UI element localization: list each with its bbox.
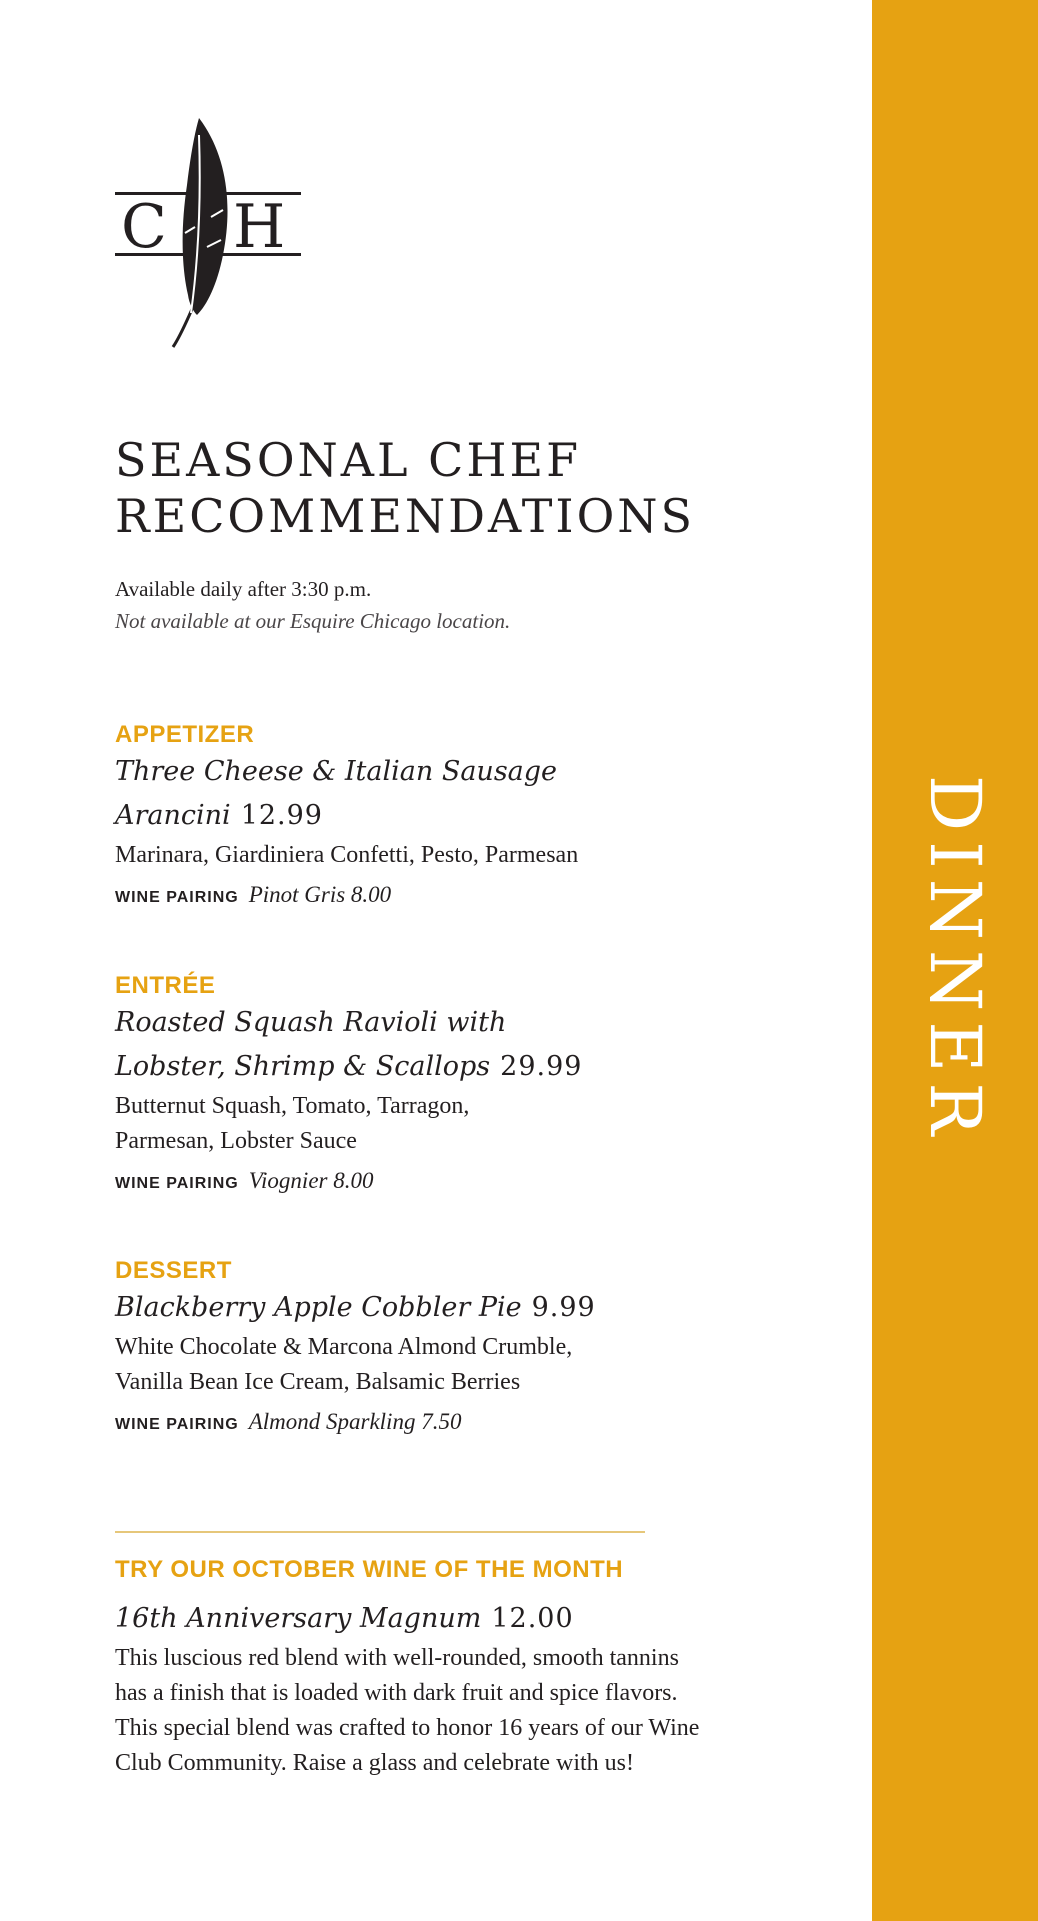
dish-name-appetizer bbox=[115, 750, 675, 838]
wine-pairing-label: WINE PAIRING bbox=[115, 1416, 239, 1433]
dessert-section bbox=[115, 1256, 675, 1447]
wine-of-month-section bbox=[115, 1555, 815, 1781]
section-label-appetizer: APPETIZER bbox=[115, 721, 255, 748]
wine-pairing-wine: Pinot Gris 8.00 bbox=[248, 882, 392, 907]
wine-name: 16th Anniversary Magnum bbox=[115, 1603, 482, 1634]
availability-text: Available daily after 3:30 p.m. bbox=[115, 577, 372, 601]
dish-price: 12.99 bbox=[240, 800, 323, 831]
wine-description-line1: This luscious red blend with well-rounded, smooth tannins bbox=[115, 1645, 679, 1671]
logo-letter-h: H bbox=[233, 192, 286, 262]
section-divider bbox=[115, 1531, 645, 1533]
page-title-line1: SEASONAL CHEF bbox=[115, 433, 581, 487]
logo-letter-c: C bbox=[121, 192, 167, 262]
dish-description bbox=[115, 1089, 675, 1159]
dish-name-line2: Lobster, Shrimp & Scallops bbox=[115, 1051, 491, 1082]
wine-pairing bbox=[115, 1159, 675, 1206]
dish-name-line2: Arancini bbox=[115, 800, 231, 831]
dish-description-line2: Vanilla Bean Ice Cream, Balsamic Berries bbox=[115, 1369, 521, 1395]
entree-section bbox=[115, 971, 675, 1206]
dish-description bbox=[115, 1330, 675, 1400]
appetizer-section bbox=[115, 720, 675, 920]
dish-price: 9.99 bbox=[531, 1292, 596, 1323]
wine-description-line2: has a finish that is loaded with dark fruit and spice flavors. bbox=[115, 1680, 678, 1706]
location-note: Not available at our Esquire Chicago location. bbox=[115, 609, 511, 633]
availability-block bbox=[115, 573, 510, 637]
wine-pairing-label: WINE PAIRING bbox=[115, 889, 239, 906]
feather-quill-icon bbox=[173, 118, 228, 347]
wine-pairing-wine: Almond Sparkling 7.50 bbox=[248, 1409, 462, 1434]
dish-name-dessert bbox=[115, 1286, 675, 1330]
wine-pairing-wine: Viognier 8.00 bbox=[248, 1168, 374, 1193]
dinner-sidebar bbox=[872, 0, 1038, 1921]
section-label-dessert: DESSERT bbox=[115, 1257, 232, 1284]
dish-name-line1: Roasted Squash Ravioli with bbox=[115, 1007, 507, 1038]
sidebar-label: DINNER bbox=[914, 774, 996, 1146]
page-title-line2: RECOMMENDATIONS bbox=[115, 489, 696, 543]
dish-name: Blackberry Apple Cobbler Pie bbox=[115, 1292, 522, 1323]
dish-description-line1: White Chocolate & Marcona Almond Crumble, bbox=[115, 1334, 573, 1360]
section-label-wine-of-month: TRY OUR OCTOBER WINE OF THE MONTH bbox=[115, 1556, 624, 1583]
dish-description-line2: Parmesan, Lobster Sauce bbox=[115, 1128, 357, 1154]
dish-name-entree bbox=[115, 1001, 675, 1089]
ch-logo bbox=[115, 115, 305, 350]
page-title bbox=[115, 432, 695, 544]
wine-pairing bbox=[115, 1400, 675, 1447]
wine-description-line4: Club Community. Raise a glass and celebrate with us! bbox=[115, 1750, 635, 1776]
wine-pairing-label: WINE PAIRING bbox=[115, 1175, 239, 1192]
dish-description: Marinara, Giardiniera Confetti, Pesto, Parmesan bbox=[115, 842, 579, 868]
wine-of-month-name bbox=[115, 1597, 815, 1641]
wine-price: 12.00 bbox=[491, 1603, 574, 1634]
dish-name-line1: Three Cheese & Italian Sausage bbox=[115, 756, 558, 787]
wine-description-line3: This special blend was crafted to honor 16 years of our Wine bbox=[115, 1715, 700, 1741]
dish-price: 29.99 bbox=[500, 1051, 583, 1082]
wine-pairing bbox=[115, 873, 675, 920]
section-label-entree: ENTRÉE bbox=[115, 972, 216, 999]
dish-description-line1: Butternut Squash, Tomato, Tarragon, bbox=[115, 1093, 470, 1119]
wine-description bbox=[115, 1641, 755, 1781]
